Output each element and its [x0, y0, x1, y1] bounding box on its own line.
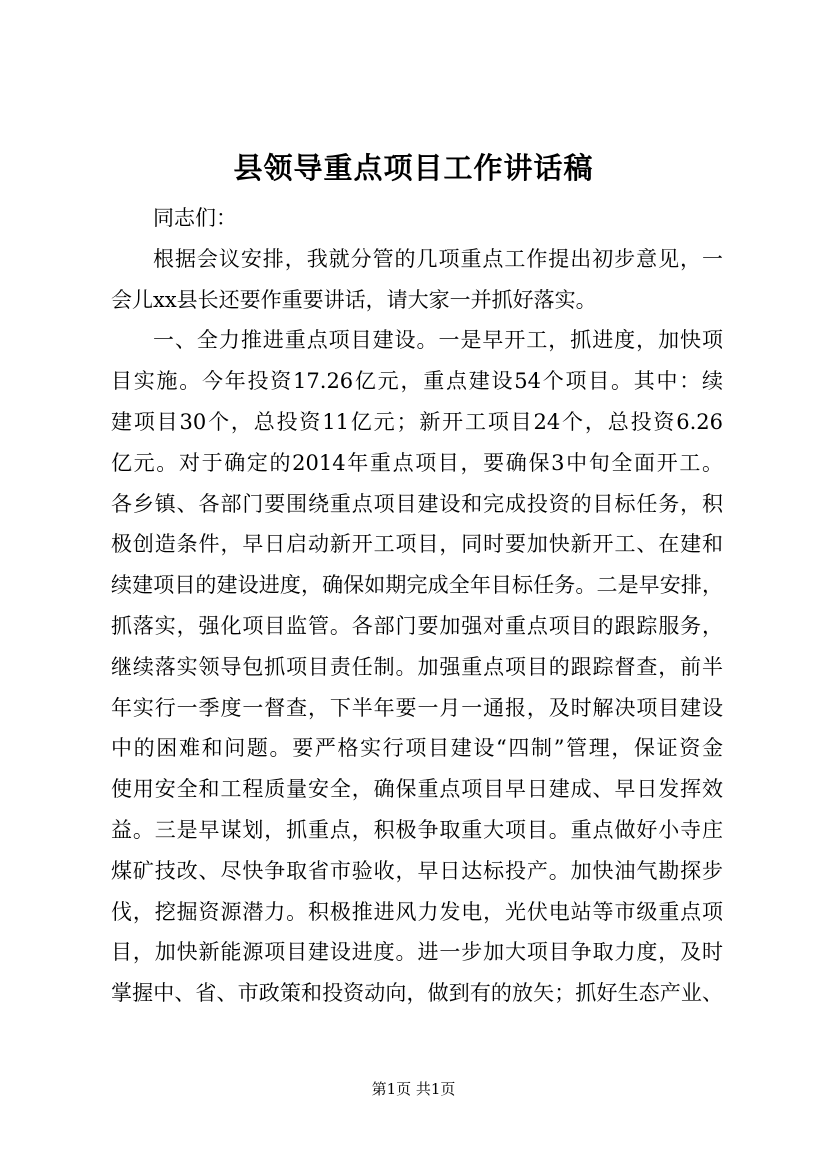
paragraph-line: 一、全力推进重点项目建设。一是早开工，抓进度，加快项: [153, 328, 723, 353]
paragraph-line: 亿元。对于确定的2014年重点项目，要确保3中旬全面开工。: [111, 450, 723, 475]
paragraph-line: 目实施。今年投资17.26亿元，重点建设54个项目。其中：续: [111, 369, 723, 394]
paragraph-line: 伐，挖掘资源潜力。积极推进风力发电，光伏电站等市级重点项: [111, 899, 723, 924]
paragraph-line: 续建项目的建设进度，确保如期完成全年目标任务。二是早安排，: [111, 573, 723, 598]
paragraph-line: 煤矿技改、尽快争取省市验收，早日达标投产。加快油气勘探步: [111, 858, 723, 883]
page-footer: 第1页 共1页: [371, 1080, 456, 1098]
paragraph-line: 继续落实领导包抓项目责任制。加强重点项目的跟踪督查，前半: [111, 654, 723, 679]
paragraph-line: 掌握中、省、市政策和投资动向，做到有的放矢；抓好生态产业、: [111, 981, 723, 1006]
paragraph-line: 益。三是早谋划，抓重点，积极争取重大项目。重点做好小寺庄: [111, 817, 723, 842]
paragraph-line: 各乡镇、各部门要围绕重点项目建设和完成投资的目标任务，积: [111, 491, 723, 516]
paragraph-line: 目，加快新能源项目建设进度。进一步加大项目争取力度，及时: [111, 940, 723, 965]
paragraph-line: 极创造条件，早日启动新开工项目，同时要加快新开工、在建和: [111, 532, 723, 557]
paragraph-line: 使用安全和工程质量安全，确保重点项目早日建成、早日发挥效: [111, 777, 723, 802]
document-body: [111, 198, 723, 1014]
paragraph-line: 同志们：: [153, 206, 237, 230]
paragraph-line: 抓落实，强化项目监管。各部门要加强对重点项目的跟踪服务，: [111, 613, 723, 638]
document-title: 县领导重点项目工作讲话稿: [233, 151, 594, 185]
paragraph-line: 根据会议安排，我就分管的几项重点工作提出初步意见，一: [153, 246, 723, 271]
paragraph-line: 年实行一季度一督查，下半年要一月一通报，及时解决项目建设: [111, 695, 723, 720]
paragraph-line: 中的困难和问题。要严格实行项目建设“四制”管理，保证资金: [111, 736, 723, 761]
paragraph-line: 会儿xx县长还要作重要讲话，请大家一并抓好落实。: [111, 287, 597, 312]
paragraph-line: 建项目30个，总投资11亿元；新开工项目24个，总投资6.26: [111, 409, 723, 434]
